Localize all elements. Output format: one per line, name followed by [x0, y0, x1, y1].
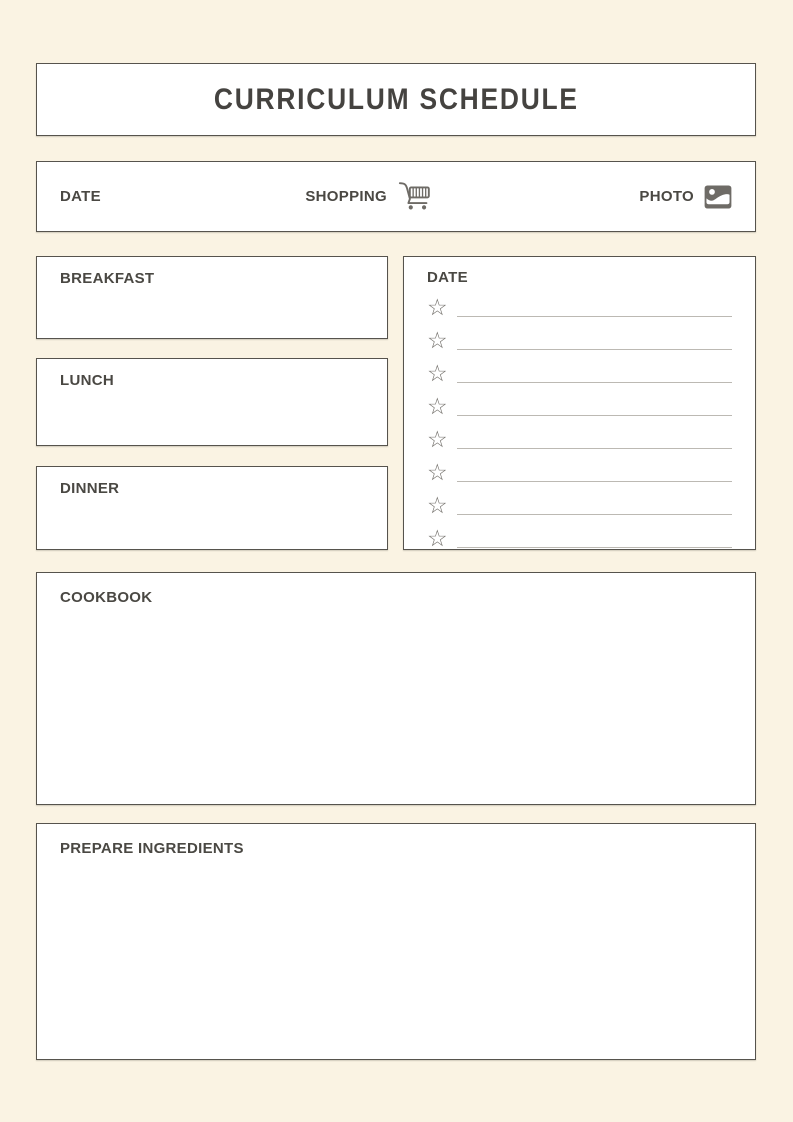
cookbook-box [36, 572, 756, 805]
prepare-ingredients-label: PREPARE INGREDIENTS [60, 840, 244, 857]
write-line [457, 382, 732, 383]
checklist-row [427, 288, 732, 321]
lunch-box [36, 358, 388, 446]
write-line [457, 448, 732, 449]
write-line [457, 415, 732, 416]
checklist-rows [427, 288, 732, 552]
write-line [457, 547, 732, 548]
checklist-date-label: DATE [427, 269, 468, 286]
star-icon: ☆ [427, 328, 448, 354]
star-icon: ☆ [427, 493, 448, 519]
checklist-row [427, 354, 732, 387]
photo-label: PHOTO [639, 188, 694, 205]
star-icon: ☆ [427, 394, 448, 420]
checklist-row [427, 420, 732, 453]
write-line [457, 316, 732, 317]
lunch-label: LUNCH [60, 372, 114, 389]
checklist-row [427, 453, 732, 486]
prepare-ingredients-box [36, 823, 756, 1060]
dinner-box [36, 466, 388, 550]
cookbook-label: COOKBOOK [60, 589, 153, 606]
star-icon: ☆ [427, 526, 448, 552]
star-icon: ☆ [427, 427, 448, 453]
title-box [36, 63, 756, 136]
star-icon: ☆ [427, 361, 448, 387]
write-line [457, 514, 732, 515]
shopping-group [305, 181, 435, 212]
info-bar [36, 161, 756, 232]
shopping-label: SHOPPING [305, 188, 387, 205]
star-icon: ☆ [427, 460, 448, 486]
checklist-row [427, 387, 732, 420]
page-title: CURRICULUM SCHEDULE [213, 82, 579, 116]
write-line [457, 349, 732, 350]
date-label: DATE [60, 188, 101, 205]
date-checklist-box [403, 256, 756, 550]
photo-group [639, 185, 732, 209]
checklist-row [427, 486, 732, 519]
shopping-cart-icon [397, 179, 435, 212]
photo-icon [704, 185, 732, 209]
dinner-label: DINNER [60, 480, 120, 497]
breakfast-label: BREAKFAST [60, 270, 155, 287]
checklist-row [427, 321, 732, 354]
checklist-row [427, 519, 732, 552]
write-line [457, 481, 732, 482]
star-icon: ☆ [427, 295, 448, 321]
breakfast-box [36, 256, 388, 339]
